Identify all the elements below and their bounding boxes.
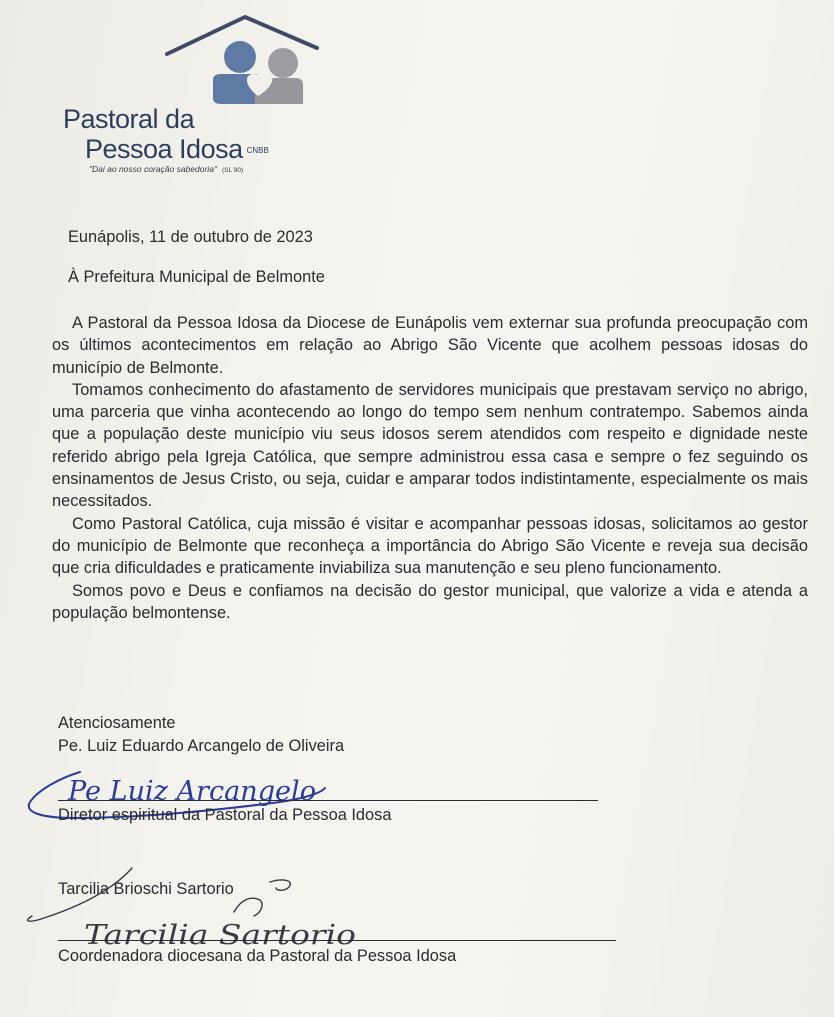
letter-recipient: À Prefeitura Municipal de Belmonte [68, 268, 325, 286]
signature-2-text: Tarcilia Sartorio [84, 920, 356, 951]
logo-motto [89, 164, 243, 174]
logo-title-line2-text: Pessoa Idosa [85, 134, 243, 164]
letter-body [52, 312, 808, 624]
closing-salutation: Atenciosamente [58, 714, 176, 732]
logo-cnbb: CNBB [246, 146, 269, 156]
logo-motto-ref: (SL 90) [221, 167, 244, 174]
signer2-role: Coordenadora diocesana da Pastoral da Pessoa Idosa [58, 947, 457, 965]
body-paragraph-2: Tomamos conhecimento do afastamento de servidores municipais que prestavam serviço no abrigo, uma parceria que vinha acontecendo ao longo do tempo sem nenhum contratempo. Sabemos ainda que a população deste município viu seus idosos serem atendidos com respeito e dignidade neste referido abrigo pela Igreja Católica, que sempre administrou essa casa e sempre o fez seguindo os ensinamentos de Jesus Cristo, ou seja, cuidar e amparar todos indistintamente, especialmente os mais necessitados. [52, 380, 808, 511]
body-paragraph-4: Somos povo e Deus e confiamos na decisão do gestor municipal, que valorize a vida e atenda a população belmontense. [52, 581, 808, 622]
house-people-icon [145, 12, 325, 107]
body-paragraph-1: A Pastoral da Pessoa Idosa da Diocese de Eunápolis vem externar sua profunda preocupação com os últimos acontecimentos em relação ao Abrigo São Vicente que acolhem pessoas idosas do município de Belmonte. [52, 314, 808, 377]
signer2-name: Tarcilia Brioschi Sartorio [58, 880, 234, 898]
letter-date: Eunápolis, 11 de outubro de 2023 [68, 228, 313, 246]
logo-title-line1: Pastoral da [63, 104, 195, 134]
signature-1-text: Pe Luiz Arcangelo [66, 776, 316, 807]
logo-motto-text: "Dai ao nosso coração sabedoria" [89, 164, 217, 174]
logo-title-line2 [85, 134, 269, 165]
signature-line-2 [58, 940, 616, 941]
closing-block [58, 712, 344, 758]
pastoral-logo [55, 12, 345, 182]
signature-line-1 [58, 800, 598, 801]
signer1-name: Pe. Luiz Eduardo Arcangelo de Oliveira [58, 737, 345, 755]
body-paragraph-3: Como Pastoral Católica, cuja missão é visitar e acompanhar pessoas idosas, solicitamos ao gestor do município de Belmonte que reconheça a importância do Abrigo São Vicente e reveja sua decisão que cria dificuldades e praticamente inviabiliza sua manutenção e seu pleno funcionamento. [52, 514, 808, 578]
signer1-role: Diretor espiritual da Pastoral da Pessoa Idosa [58, 806, 392, 824]
